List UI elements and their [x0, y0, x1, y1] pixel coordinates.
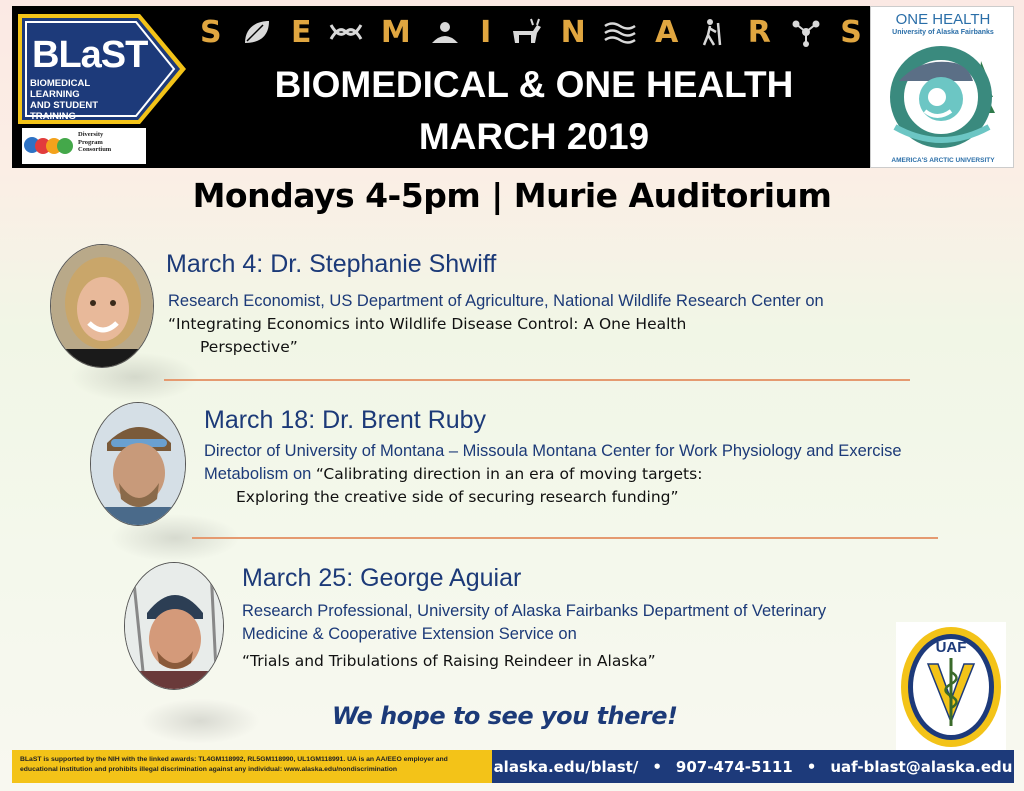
dpc-text	[78, 131, 146, 154]
portrait-icon	[51, 245, 154, 368]
blast-logo	[18, 12, 188, 162]
molecule-icon	[789, 17, 823, 47]
closing-message: We hope to see you there!	[332, 702, 678, 730]
seminar-letter: I	[480, 14, 492, 50]
one-health-title: ONE HEALTH	[895, 11, 991, 28]
section-divider	[164, 379, 910, 381]
section-divider	[192, 537, 938, 539]
blast-subtitle-line1: BIOMEDICAL LEARNING	[30, 78, 90, 100]
talk-title: “Calibrating direction in an era of moving targets:	[315, 465, 703, 483]
separator-dot: •	[806, 757, 817, 776]
speaker-photo-ruby	[90, 402, 186, 526]
dpc-line1: Diversity	[78, 131, 104, 138]
fishing-icon	[428, 17, 462, 47]
one-health-emblem-icon	[881, 41, 1005, 153]
speaker-description	[242, 600, 882, 673]
uaf-vet-seal-icon	[896, 622, 1006, 752]
seminars-wordmark	[196, 10, 866, 54]
speaker-role: Research Economist, US Department of Agriculture, National Wildlife Research Center on	[168, 292, 824, 310]
dpc-logo	[22, 128, 146, 164]
contact-bar	[492, 750, 1014, 783]
waves-icon	[603, 17, 637, 47]
speaker-name: March 18: Dr. Brent Ruby	[204, 406, 487, 434]
website-link[interactable]: alaska.edu/blast/	[493, 757, 639, 776]
seminar-letter: E	[290, 14, 312, 50]
blast-title: BLaST	[32, 34, 148, 76]
moose-icon	[509, 17, 543, 47]
talk-title: “Trials and Tribulations of Raising Reindeer in Alaska”	[242, 652, 656, 670]
event-month: MARCH 2019	[418, 116, 650, 157]
blast-subtitle	[30, 78, 140, 122]
one-health-logo	[870, 6, 1014, 168]
separator-dot: •	[652, 757, 662, 776]
seminar-letter: A	[655, 14, 679, 50]
one-health-subtitle: University of Alaska Fairbanks	[892, 29, 994, 36]
disclaimer-line1: BLaST is supported by the NIH with the linked awards: TL4GM118992, RL5GM118990, UL1GM118991. UA is an AA/EEO employer and	[20, 756, 448, 763]
seminar-letter: S	[200, 14, 222, 50]
phone-number[interactable]: 907-474-5111	[675, 757, 793, 776]
speaker-role: Director of University of Montana – Missoula Montana Center for Work Physiology and Exercise Metabolism on	[204, 442, 902, 483]
speaker-name: March 25: George Aguiar	[242, 564, 522, 592]
speaker-description	[204, 440, 964, 509]
talk-title: “Integrating Economics into Wildlife Disease Control: A One Health	[168, 315, 687, 333]
seminar-letter: S	[840, 14, 862, 50]
event-title: BIOMEDICAL & ONE HEALTH	[274, 64, 794, 105]
speaker-role: Research Professional, University of Alaska Fairbanks Department of Veterinary Medicine & Cooperative Extension Service on	[242, 602, 827, 643]
svg-text:UAF: UAF	[935, 639, 967, 656]
talk-title-cont: Perspective”	[200, 338, 298, 356]
seminar-letter: N	[560, 14, 586, 50]
email-link[interactable]: uaf-blast@alaska.edu	[830, 757, 1013, 776]
schedule-location: Mondays 4-5pm | Murie Auditorium	[192, 176, 832, 215]
talk-title-cont: Exploring the creative side of securing research funding”	[236, 488, 679, 506]
seminar-letter: M	[380, 14, 411, 50]
portrait-icon	[125, 563, 224, 690]
speaker-name: March 4: Dr. Stephanie Shwiff	[166, 250, 497, 278]
hiker-icon	[696, 17, 730, 47]
photo-shadow	[140, 698, 260, 744]
seminar-letter: R	[747, 14, 771, 50]
one-health-footer: AMERICA'S ARCTIC UNIVERSITY	[891, 157, 995, 164]
header-banner	[12, 6, 872, 168]
dna-icon	[329, 17, 363, 47]
funding-disclaimer	[12, 750, 492, 783]
speaker-description	[168, 290, 908, 359]
blast-subtitle-line2: AND STUDENT TRAINING	[30, 100, 99, 122]
dpc-line3: Consortium	[78, 146, 112, 153]
portrait-icon	[91, 403, 186, 526]
disclaimer-line2: educational institution and prohibits illegal discrimination against any individual: www.alaska.edu/nondiscrimination	[20, 766, 398, 773]
dpc-line2: Program	[78, 138, 103, 146]
leaf-icon	[239, 17, 273, 47]
speaker-photo-shwiff	[50, 244, 154, 368]
heads-icon	[24, 134, 76, 158]
speaker-photo-aguiar	[124, 562, 224, 690]
